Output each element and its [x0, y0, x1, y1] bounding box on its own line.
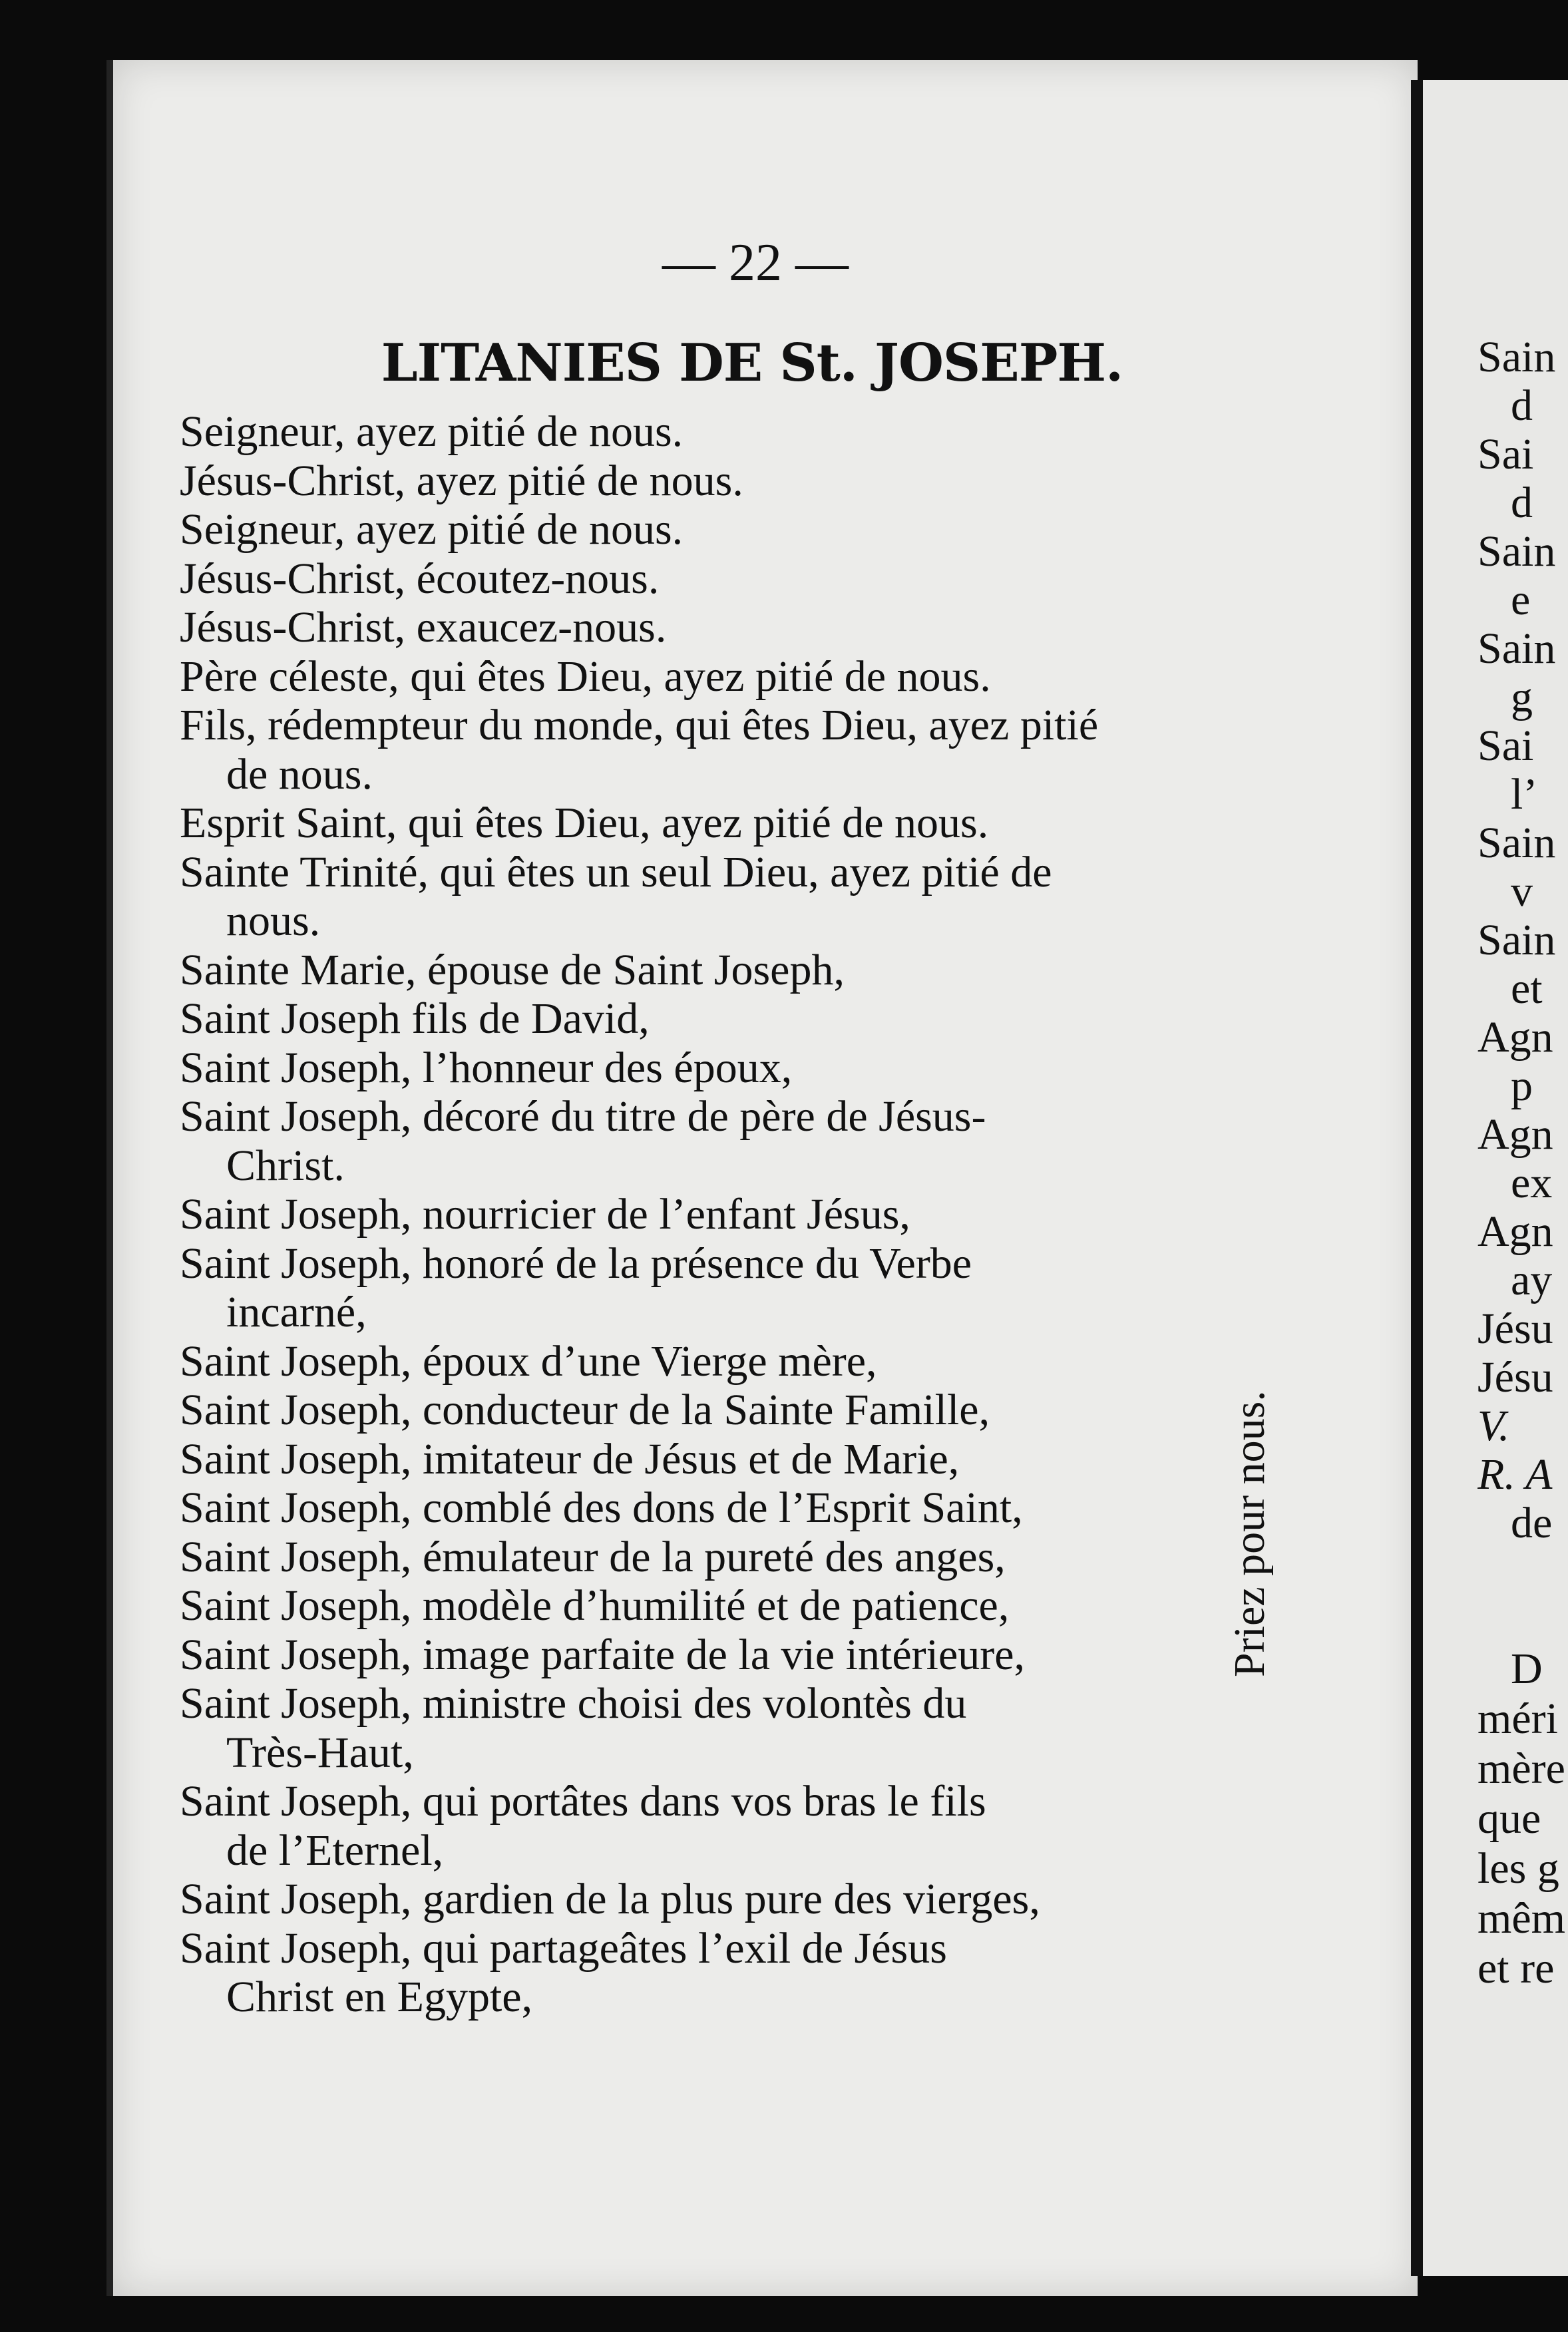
margin-note-container	[1225, 1390, 1278, 1684]
litany-line: Jésus-Christ, écoutez-nous.	[180, 554, 660, 603]
facing-paragraph-fragment: méri	[1477, 1694, 1558, 1743]
litany-line: Saint Joseph, imitateur de Jésus et de Marie,	[180, 1434, 960, 1483]
litany-line: Seigneur, ayez pitié de nous.	[180, 407, 684, 456]
litany-line: Père céleste, qui êtes Dieu, ayez pitié de nous.	[180, 652, 991, 701]
litany-line: Sainte Trinité, qui êtes un seul Dieu, ayez pitié de	[180, 847, 1052, 896]
margin-note: Priez pour nous.	[1225, 1390, 1274, 1677]
litany-line: Saint Joseph, conducteur de la Sainte Famille,	[180, 1386, 990, 1434]
facing-line-fragment: Agn	[1477, 1110, 1553, 1159]
facing-paragraph-fragment: et re	[1477, 1944, 1555, 1993]
facing-page-fragments	[1477, 333, 1568, 1547]
facing-line-fragment: l’	[1511, 770, 1538, 819]
litany-line: Saint Joseph, qui partageâtes l’exil de Jésus	[180, 1923, 947, 1973]
litany-line: Saint Joseph, ministre choisi des volontès du	[180, 1679, 967, 1728]
facing-line-fragment: Agn	[1477, 1013, 1553, 1062]
facing-paragraph-fragment: D	[1511, 1645, 1543, 1693]
facing-line-fragment: Agn	[1477, 1207, 1553, 1256]
litany-line: Seigneur, ayez pitié de nous.	[180, 505, 684, 554]
litany-line-continuation: de nous.	[226, 749, 373, 799]
facing-line-fragment: et	[1511, 964, 1543, 1013]
litany-line-continuation: nous.	[226, 896, 321, 945]
page-number: — 22 —	[662, 234, 849, 292]
facing-page-paragraph	[1477, 1644, 1568, 1993]
facing-line-fragment: v	[1511, 867, 1533, 916]
facing-line-fragment: Jésu	[1477, 1353, 1553, 1402]
litany-line: Saint Joseph, gardien de la plus pure des vierges,	[180, 1875, 1040, 1923]
facing-line-fragment: g	[1511, 673, 1533, 721]
facing-line-fragment: Sain	[1477, 527, 1556, 576]
facing-paragraph-fragment: les g	[1477, 1844, 1559, 1893]
facing-line-fragment: Sain	[1477, 819, 1556, 867]
facing-paragraph-fragment: que	[1477, 1794, 1541, 1843]
page-title: LITANIES DE St. JOSEPH.	[381, 333, 1123, 393]
litany-line-continuation: Christ en Egypte,	[226, 1973, 533, 2021]
litany-line: Saint Joseph fils de David,	[180, 994, 650, 1043]
litany-line: Saint Joseph, qui portâtes dans vos bras le fils	[180, 1777, 986, 1826]
facing-line-fragment: Sai	[1477, 430, 1534, 479]
facing-line-fragment: de	[1511, 1499, 1553, 1547]
litany-line: Fils, rédempteur du monde, qui êtes Dieu, ayez pitié	[180, 701, 1099, 749]
litany-line: Sainte Marie, épouse de Saint Joseph,	[180, 945, 845, 994]
facing-line-fragment: Sai	[1477, 721, 1534, 770]
litany-line: Saint Joseph, nourricier de l’enfant Jésus,	[180, 1190, 910, 1239]
litany-line-continuation: incarné,	[226, 1288, 367, 1336]
facing-line-fragment: ex	[1511, 1159, 1553, 1207]
facing-paragraph-fragment: mêm	[1477, 1894, 1565, 1943]
facing-line-fragment: d	[1511, 479, 1533, 527]
litany-line: Jésus-Christ, exaucez-nous.	[180, 603, 667, 652]
litany-line: Jésus-Christ, ayez pitié de nous.	[180, 456, 743, 505]
facing-line-fragment: Sain	[1477, 624, 1556, 673]
litany-line-continuation: Christ.	[226, 1141, 345, 1190]
litany-line: Saint Joseph, décoré du titre de père de Jésus-	[180, 1092, 986, 1141]
litany-line: Esprit Saint, qui êtes Dieu, ayez pitié de nous.	[180, 799, 989, 847]
facing-line-fragment: V.	[1477, 1402, 1510, 1450]
facing-line-fragment: R. A	[1477, 1450, 1553, 1499]
facing-line-fragment: p	[1511, 1062, 1533, 1110]
litany-line-continuation: Très-Haut,	[226, 1728, 414, 1777]
litany-line: Saint Joseph, image parfaite de la vie intérieure,	[180, 1630, 1026, 1679]
facing-paragraph-fragment: mère	[1477, 1744, 1565, 1793]
facing-line-fragment: d	[1511, 381, 1533, 430]
facing-line-fragment: Sain	[1477, 333, 1556, 381]
facing-line-fragment: ay	[1511, 1256, 1553, 1304]
facing-line-fragment: Sain	[1477, 916, 1556, 964]
litany-line: Saint Joseph, honoré de la présence du Verbe	[180, 1239, 972, 1288]
litany-line: Saint Joseph, comblé des dons de l’Esprit Saint,	[180, 1483, 1023, 1532]
litany-text	[180, 407, 1298, 2022]
facing-line-fragment: e	[1511, 576, 1531, 624]
litany-line: Saint Joseph, l’honneur des époux,	[180, 1043, 793, 1092]
litany-line-continuation: de l’Eternel,	[226, 1826, 444, 1875]
litany-line: Saint Joseph, modèle d’humilité et de patience,	[180, 1581, 1010, 1630]
litany-line: Saint Joseph, émulateur de la pureté des anges,	[180, 1532, 1006, 1581]
litany-line: Saint Joseph, époux d’une Vierge mère,	[180, 1336, 877, 1386]
facing-line-fragment: Jésu	[1477, 1304, 1553, 1353]
